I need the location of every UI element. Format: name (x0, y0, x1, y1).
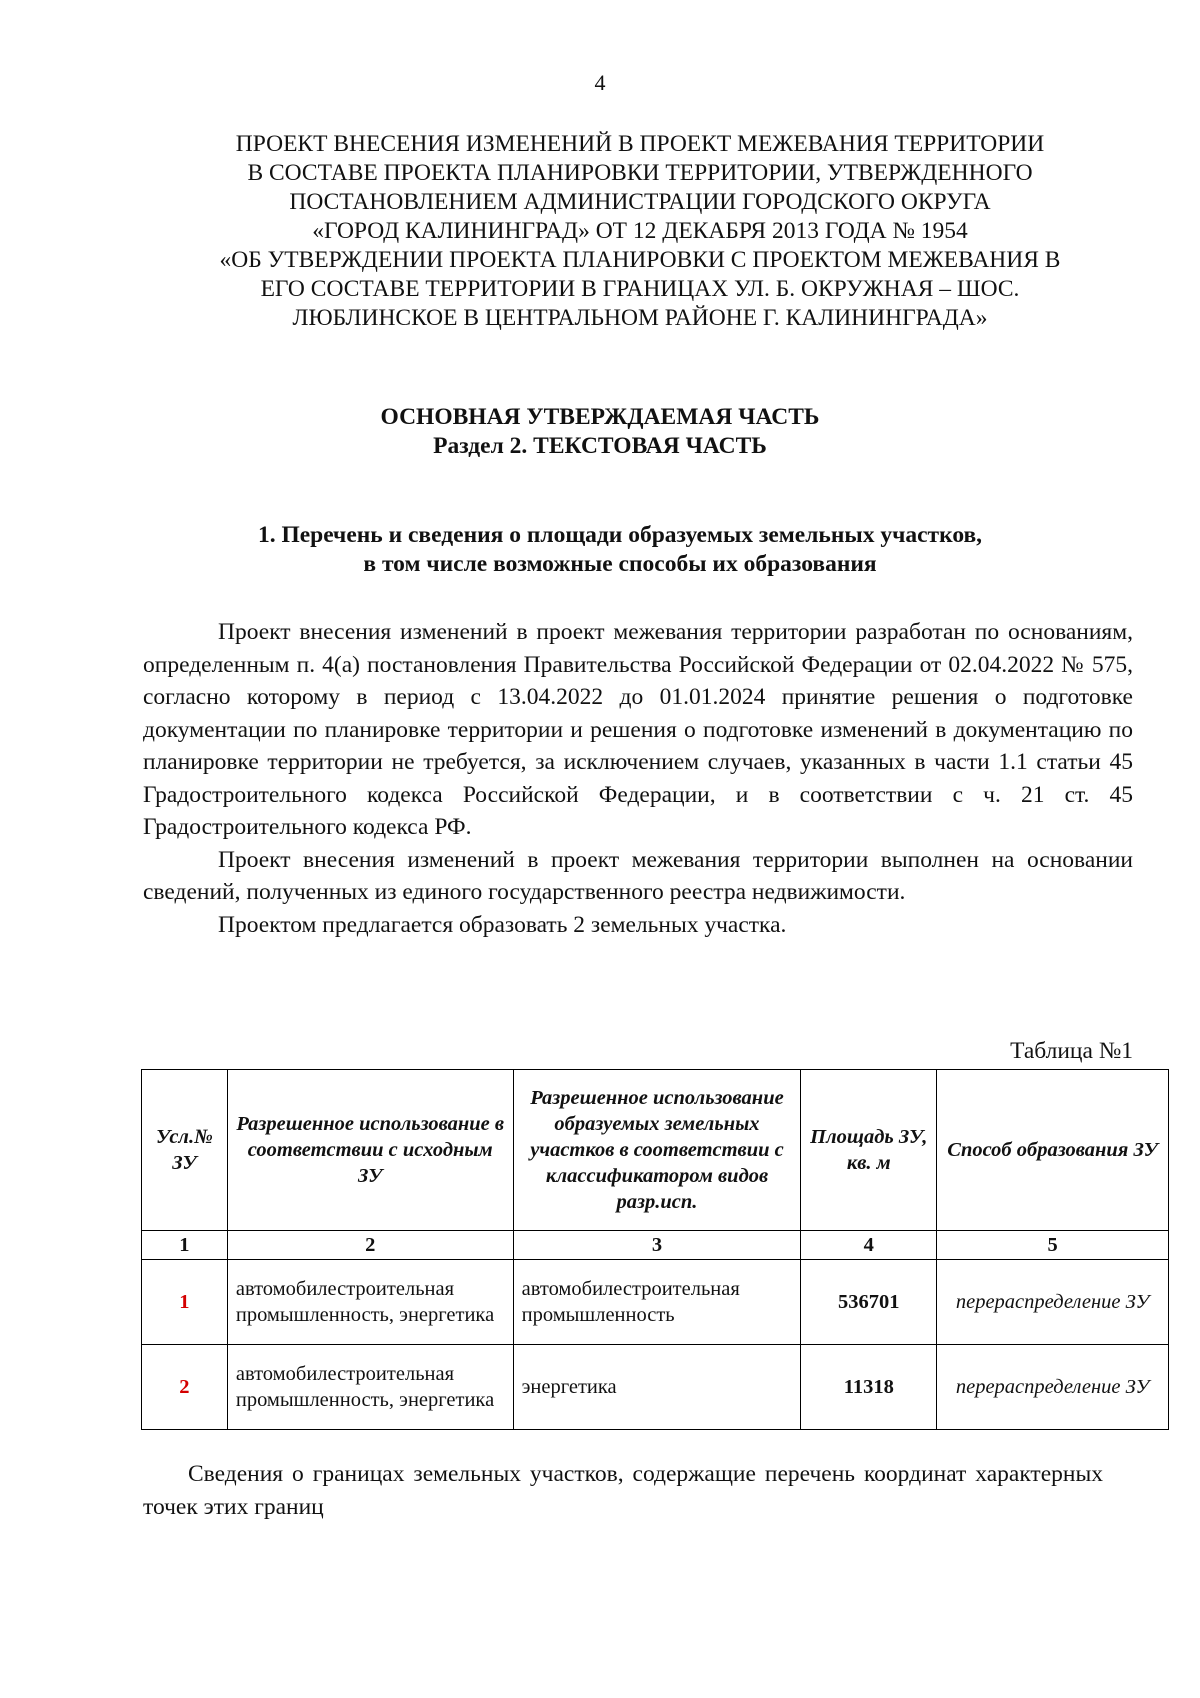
header-cell: Разрешенное использование в соответствии с исходным ЗУ (227, 1070, 513, 1231)
paragraph: Проект внесения изменений в проект межевания территории выполнен на основании сведений, полученных из единого государственного реестра недвижимости. (143, 846, 1133, 905)
section-heading-line: ОСНОВНАЯ УТВЕРЖДАЕМАЯ ЧАСТЬ (380, 404, 820, 430)
title-line: В СОСТАВЕ ПРОЕКТА ПЛАНИРОВКИ ТЕРРИТОРИИ, УТВЕРЖДЕННОГО (247, 160, 1033, 186)
page-number: 4 (594, 70, 606, 95)
original-use: автомобилестроительная промышленность, энергетика (227, 1345, 513, 1430)
section-heading-line: Раздел 2. ТЕКСТОВАЯ ЧАСТЬ (433, 433, 767, 459)
section-heading (0, 403, 1200, 461)
title-line: ЕГО СОСТАВЕ ТЕРРИТОРИИ В ГРАНИЦАХ УЛ. Б. ОКРУЖНАЯ – ШОС. (260, 276, 1020, 302)
paragraph: Проектом предлагается образовать 2 земельных участка. (218, 911, 787, 938)
plot-area: 536701 (801, 1260, 937, 1345)
subsection-heading (180, 521, 1060, 579)
column-number: 1 (142, 1231, 228, 1260)
subsection-heading-line: 1. Перечень и сведения о площади образуемых земельных участков, (257, 522, 983, 548)
header-cell: Площадь ЗУ, кв. м (801, 1070, 937, 1231)
plot-area: 11318 (801, 1345, 937, 1430)
header-cell: Усл.№ ЗУ (142, 1070, 228, 1231)
paragraph: Проект внесения изменений в проект межевания территории разработан по основаниям, определенным п. 4(а) постановления Правительства Российской Федерации от 02.04.2022 № 575, согласно которому в период с 13.04.2022 до 01.01.2024 принятие решения о подготовке документации по планировке территории и решения о подготовке изменений в документацию по планировке территории не требуется, за исключением случаев, указанных в части 1.1 статьи 45 Градостроительного кодекса Российской Федерации, и в соответствии с ч. 21 ст. 45 Градостроительного кодекса РФ. (143, 619, 1133, 840)
header-cell: Разрешенное использование образуемых земельных участков в соответствии с классификатором видов разр.исп. (513, 1070, 801, 1231)
new-use: автомобилестроительная промышленность (513, 1260, 801, 1345)
column-number: 5 (937, 1231, 1169, 1260)
title-line: ЛЮБЛИНСКОЕ В ЦЕНТРАЛЬНОМ РАЙОНЕ Г. КАЛИНИНГРАДА» (292, 305, 988, 331)
title-line: ПОСТАНОВЛЕНИЕМ АДМИНИСТРАЦИИ ГОРОДСКОГО ОКРУГА (289, 189, 991, 215)
original-use: автомобилестроительная промышленность, энергетика (227, 1260, 513, 1345)
column-number: 3 (513, 1231, 801, 1260)
column-number: 4 (801, 1231, 937, 1260)
new-use: энергетика (513, 1345, 801, 1430)
plot-number: 2 (142, 1345, 228, 1430)
header-cell: Способ образования ЗУ (937, 1070, 1169, 1231)
column-number-row (142, 1231, 1169, 1260)
title-line: ПРОЕКТ ВНЕСЕНИЯ ИЗМЕНЕНИЙ В ПРОЕКТ МЕЖЕВАНИЯ ТЕРРИТОРИИ (235, 131, 1045, 157)
body-text (143, 616, 1133, 941)
table-row (142, 1345, 1169, 1430)
column-number: 2 (227, 1231, 513, 1260)
table-header-row (142, 1070, 1169, 1231)
subsection-heading-line: в том числе возможные способы их образования (363, 551, 877, 577)
table-caption: Таблица №1 (1010, 1038, 1133, 1064)
land-plots-table (141, 1069, 1169, 1430)
plot-number: 1 (142, 1260, 228, 1345)
title-line: «ГОРОД КАЛИНИНГРАД» ОТ 12 ДЕКАБРЯ 2013 ГОДА № 1954 (312, 218, 968, 244)
closing-text (143, 1458, 1103, 1524)
document-title (140, 130, 1140, 333)
title-line: «ОБ УТВЕРЖДЕНИИ ПРОЕКТА ПЛАНИРОВКИ С ПРОЕКТОМ МЕЖЕВАНИЯ В (219, 247, 1061, 273)
formation-method: перераспределение ЗУ (937, 1260, 1169, 1345)
paragraph: Сведения о границах земельных участков, содержащие перечень координат характерных точек этих границ (143, 1461, 1103, 1520)
formation-method: перераспределение ЗУ (937, 1345, 1169, 1430)
table-row (142, 1260, 1169, 1345)
